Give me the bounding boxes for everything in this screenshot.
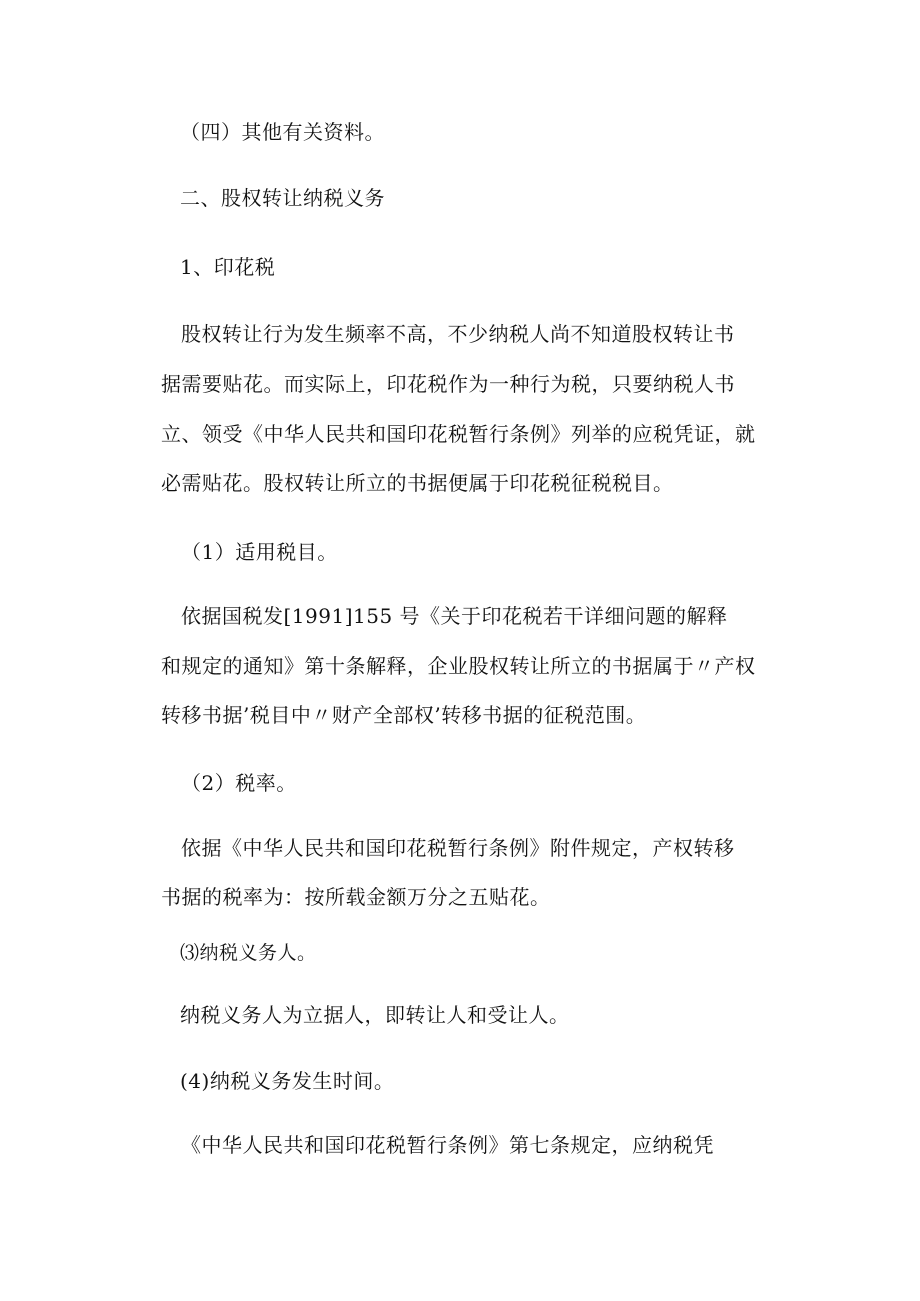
paragraph-line: 必需贴花。股权转让所立的书据便属于印花税征税税目。 bbox=[161, 471, 674, 495]
paragraph-line: 书据的税率为：按所载金额万分之五贴花。 bbox=[161, 885, 551, 909]
paragraph-tax-obligation-time: 《中华人民共和国印花税暂行条例》第七条规定，应纳税凭 bbox=[181, 1133, 714, 1157]
paragraph-taxpayer: 纳税义务人为立据人，即转让人和受让人。 bbox=[180, 1003, 570, 1027]
paragraph-line: 据需要贴花。而实际上，印花税作为一种行为税，只要纳税人书 bbox=[161, 372, 735, 396]
paragraph-line: 依据《中华人民共和国印花税暂行条例》附件规定，产权转移 bbox=[181, 836, 735, 860]
item-heading-applicable-tax-item: （1）适用税目。 bbox=[181, 540, 338, 564]
paragraph-line: 依据国税发[1991]155 号《关于印花税若干详细问题的解释 bbox=[181, 604, 728, 628]
item-heading-tax-obligation-time: (4)纳税义务发生时间。 bbox=[180, 1069, 395, 1093]
paragraph-line: 股权转让行为发生频率不高，不少纳税人尚不知道股权转让书 bbox=[181, 322, 735, 346]
item-heading-taxpayer: ⑶纳税义务人。 bbox=[180, 942, 317, 964]
subsection-heading-stamp-tax: 1、印花税 bbox=[180, 255, 276, 279]
subsection-heading-other-materials: （四）其他有关资料。 bbox=[180, 120, 385, 144]
paragraph-line: 立、领受《中华人民共和国印花税暂行条例》列举的应税凭证，就 bbox=[161, 422, 756, 446]
section-heading-equity-transfer-tax-obligations: 二、股权转让纳税义务 bbox=[180, 186, 385, 210]
item-heading-tax-rate: （2）税率。 bbox=[181, 771, 297, 795]
paragraph-line: 转移书据’税目中〃财产全部权’转移书据的征税范围。 bbox=[161, 703, 647, 727]
paragraph-line: 和规定的通知》第十条解释，企业股权转让所立的书据属于〃产权 bbox=[161, 654, 756, 678]
